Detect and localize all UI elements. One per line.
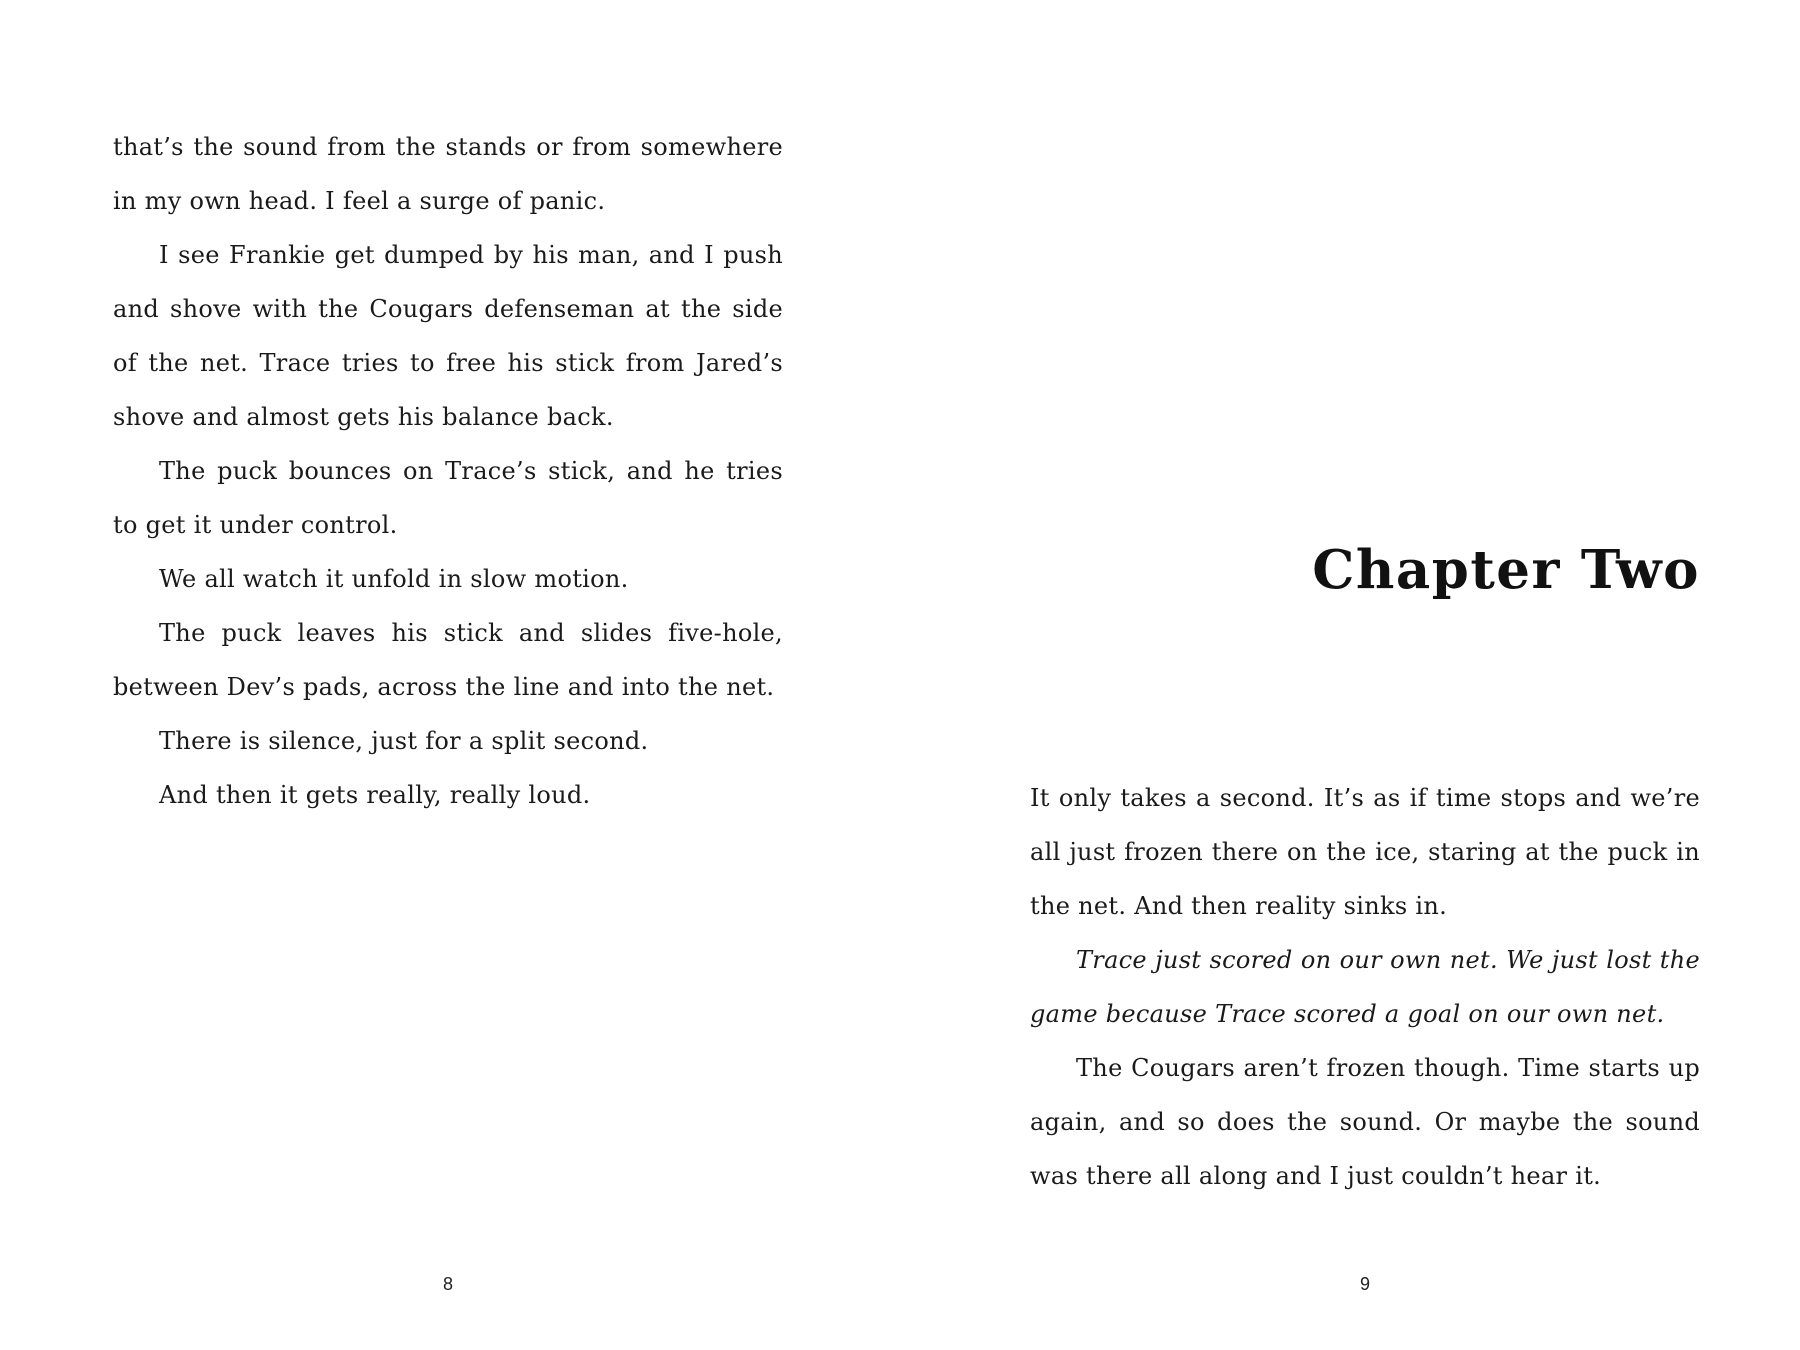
left-page-text <box>113 120 783 822</box>
page-number: 9 <box>1359 1274 1370 1294</box>
paragraph: Trace just scored on our own net. We just lost the game because Trace scored a goal on our own net. <box>1030 946 1700 1028</box>
paragraph: And then it gets really, really loud. <box>159 781 591 809</box>
chapter-title: Chapter Two <box>1312 539 1700 601</box>
paragraph: There is silence, just for a split second. <box>159 727 649 755</box>
paragraph: The Cougars aren’t frozen though. Time starts up again, and so does the sound. Or maybe the sound was there all along and I just couldn’t hear it. <box>1030 1054 1700 1190</box>
right-page <box>1030 0 1700 1350</box>
paragraph: The puck leaves his stick and slides five-hole, between Dev’s pads, across the line and into the net. <box>113 619 783 701</box>
paragraph: It only takes a second. It’s as if time stops and we’re all just frozen there on the ice, staring at the puck in the net. And then reality sinks in. <box>1030 784 1700 920</box>
paragraph: The puck bounces on Trace’s stick, and he tries to get it under control. <box>113 457 783 539</box>
paragraph: I see Frankie get dumped by his man, and I push and shove with the Cougars defenseman at the side of the net. Trace tries to free his stick from Jared’s shove and almost gets his balance back. <box>113 241 783 431</box>
paragraph: We all watch it unfold in slow motion. <box>159 565 629 593</box>
left-page <box>113 0 783 1350</box>
paragraph: that’s the sound from the stands or from somewhere in my own head. I feel a surge of panic. <box>113 133 783 215</box>
page-number: 8 <box>442 1274 453 1294</box>
right-page-text <box>1030 771 1700 1203</box>
